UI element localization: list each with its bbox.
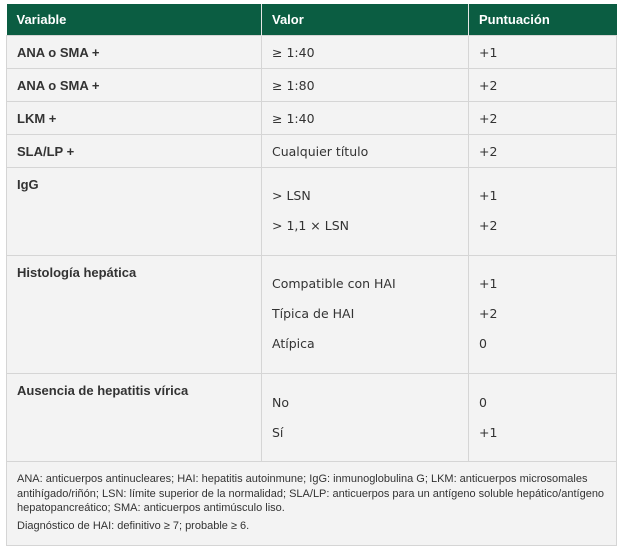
row-variable: ANA o SMA + <box>7 69 262 102</box>
row-valor-item: No <box>272 395 289 410</box>
diagnosis-note: Diagnóstico de HAI: definitivo ≥ 7; probable ≥ 6. <box>17 519 250 532</box>
table-row <box>7 168 617 256</box>
row-valor-item: > 1,1 × LSN <box>272 218 349 233</box>
row-valor-item: Compatible con HAI <box>272 276 396 291</box>
row-variable <box>7 256 262 374</box>
table-row <box>7 256 617 374</box>
row-valor-item: Típica de HAI <box>272 306 355 321</box>
table-header-row <box>7 4 617 36</box>
row-variable: LKM + <box>7 102 262 135</box>
row-puntuacion <box>469 374 617 462</box>
row-valor <box>262 374 469 462</box>
row-variable-label: Histología hepática <box>17 265 137 280</box>
row-valor-item: > LSN <box>272 188 311 203</box>
row-puntuacion: +2 <box>469 102 617 135</box>
row-valor: ≥ 1:40 <box>262 36 469 69</box>
row-valor <box>262 168 469 256</box>
row-puntuacion-item: +1 <box>479 188 498 203</box>
row-puntuacion <box>469 256 617 374</box>
header-puntuacion: Puntuación <box>469 4 617 36</box>
header-valor: Valor <box>262 4 469 36</box>
header-variable: Variable <box>7 4 262 36</box>
abbreviations-note: ANA: anticuerpos antinucleares; HAI: hepatitis autoinmune; IgG: inmunoglobulina G; LKM: anticuerpos microsomales antihígado/riñón; LSN: límite superior de la normalidad; SLA/LP: anticuerpos para un antígeno soluble hepático/antígeno hepatopancreático; SMA: anticuerpos antimúsculo liso. <box>17 473 605 514</box>
table-row <box>7 135 617 168</box>
row-variable <box>7 168 262 256</box>
row-valor <box>262 256 469 374</box>
row-variable-label: IgG <box>17 177 39 192</box>
row-puntuacion-item: +1 <box>479 425 498 440</box>
table-footnote <box>7 462 617 546</box>
row-puntuacion: +2 <box>469 69 617 102</box>
table-row <box>7 69 617 102</box>
scoring-table <box>6 4 617 546</box>
scoring-table-container <box>6 4 616 546</box>
row-valor: Cualquier título <box>262 135 469 168</box>
row-valor: ≥ 1:40 <box>262 102 469 135</box>
row-puntuacion: +1 <box>469 36 617 69</box>
row-puntuacion-item: +2 <box>479 218 498 233</box>
row-puntuacion: +2 <box>469 135 617 168</box>
row-variable-label: Ausencia de hepatitis vírica <box>17 383 189 398</box>
row-puntuacion-item: 0 <box>479 336 487 351</box>
row-puntuacion-item: +2 <box>479 306 498 321</box>
table-row <box>7 374 617 462</box>
table-row <box>7 36 617 69</box>
table-footnote-row <box>7 462 617 546</box>
table-row <box>7 102 617 135</box>
row-variable <box>7 374 262 462</box>
row-puntuacion-item: +1 <box>479 276 498 291</box>
row-variable: SLA/LP + <box>7 135 262 168</box>
row-valor-item: Sí <box>272 425 284 440</box>
row-variable: ANA o SMA + <box>7 36 262 69</box>
row-valor: ≥ 1:80 <box>262 69 469 102</box>
row-puntuacion-item: 0 <box>479 395 487 410</box>
row-valor-item: Atípica <box>272 336 315 351</box>
row-puntuacion <box>469 168 617 256</box>
